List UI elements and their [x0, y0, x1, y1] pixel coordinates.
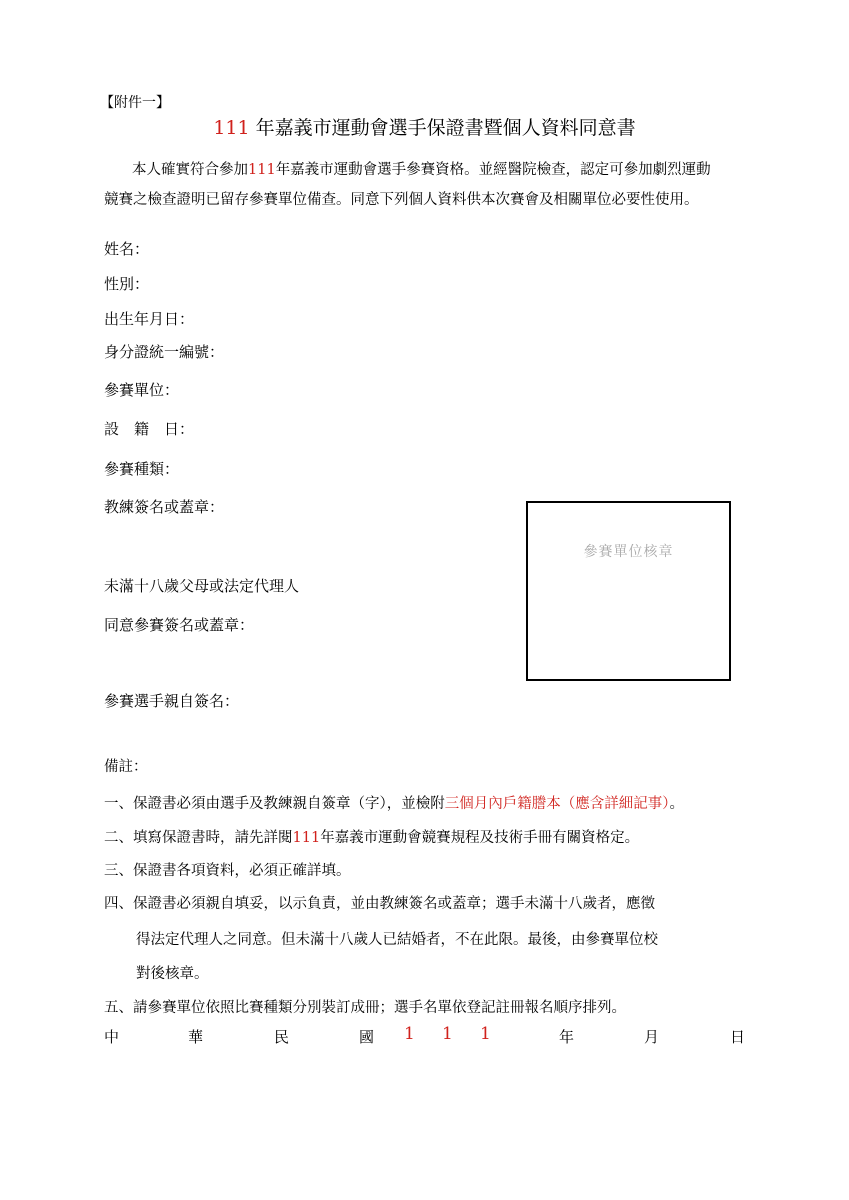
- notes-heading: 備註：: [104, 759, 148, 775]
- note-4-line-2: 得法定代理人之同意。但未滿十八歲人已結婚者，不在此限。最後，由參賽單位校: [136, 932, 658, 948]
- date-year-label: 年: [559, 1028, 575, 1046]
- date-month-label: 月: [644, 1028, 660, 1046]
- note-1-end: 。: [669, 796, 684, 812]
- note-5: 五、請參賽單位依照比賽種類分別裝訂成冊；選手名單依登記註冊報名順序排列。: [104, 1000, 626, 1016]
- document-title: [0, 113, 849, 140]
- field-name: 姓名：: [104, 240, 150, 258]
- field-birth: 出生年月日：: [104, 310, 195, 328]
- note-4-line-1: 四、保證書必須親自填妥，以示負責，並由教練簽名或蓋章；選手未滿十八歲者，應徵: [104, 896, 655, 912]
- note-2-year: 111: [292, 830, 321, 846]
- intro-text-a: 本人確實符合參加: [132, 162, 248, 178]
- date-year-digit-3: 1: [480, 1024, 491, 1044]
- intro-line-2: 競賽之檢查證明已留存參賽單位備查。同意下列個人資料供本次賽會及相關單位必要性使用。: [104, 192, 699, 208]
- field-athlete-sign: 參賽選手親自簽名：: [104, 692, 240, 710]
- intro-text-b: 年嘉義市運動會選手參賽資格。並經醫院檢查，認定可參加劇烈運動: [275, 162, 711, 178]
- date-char-zhong: 中: [104, 1028, 120, 1046]
- date-year-digit-2: 1: [442, 1024, 453, 1044]
- note-2: [104, 826, 639, 847]
- note-2-text-b: 年嘉義市運動會競賽規程及技術手冊有關資格定。: [320, 830, 640, 846]
- attachment-label: 【附件一】: [100, 95, 170, 111]
- date-char-guo: 國: [359, 1028, 375, 1046]
- note-1: [104, 792, 684, 813]
- intro-line-1: [104, 155, 754, 185]
- date-char-hua: 華: [188, 1028, 204, 1046]
- date-year-digit-1: 1: [404, 1024, 415, 1044]
- date-char-min: 民: [274, 1028, 290, 1046]
- field-unit: 參賽單位：: [104, 381, 180, 399]
- field-event: 參賽種類：: [104, 460, 180, 478]
- field-guardian-line-1: 未滿十八歲父母或法定代理人: [104, 577, 300, 595]
- note-1-highlight: 三個月內戶籍謄本（應含詳細記事）: [444, 796, 670, 812]
- field-coach-sign: 教練簽名或蓋章：: [104, 498, 225, 516]
- title-year: 111: [213, 117, 250, 139]
- field-gender: 性別：: [104, 275, 150, 293]
- field-guardian-line-2: 同意參賽簽名或蓋章：: [104, 616, 255, 634]
- stamp-box: [526, 501, 731, 681]
- note-1-text: 一、保證書必須由選手及教練親自簽章（字），並檢附: [104, 796, 445, 812]
- field-residency: 設 籍 日：: [104, 420, 195, 438]
- note-4-line-3: 對後核章。: [136, 966, 209, 982]
- title-text: 年嘉義市運動會選手保證書暨個人資料同意書: [249, 117, 636, 139]
- field-id-number: 身分證統一編號：: [104, 343, 225, 361]
- note-3: 三、保證書各項資料，必須正確詳填。: [104, 863, 351, 879]
- note-2-text-a: 二、填寫保證書時，請先詳閱: [104, 830, 293, 846]
- stamp-box-label: 參賽單位核章: [583, 544, 674, 560]
- date-row: [104, 1026, 744, 1048]
- intro-paragraph: [104, 155, 754, 215]
- intro-year: 111: [248, 162, 276, 178]
- date-day-label: 日: [730, 1028, 746, 1046]
